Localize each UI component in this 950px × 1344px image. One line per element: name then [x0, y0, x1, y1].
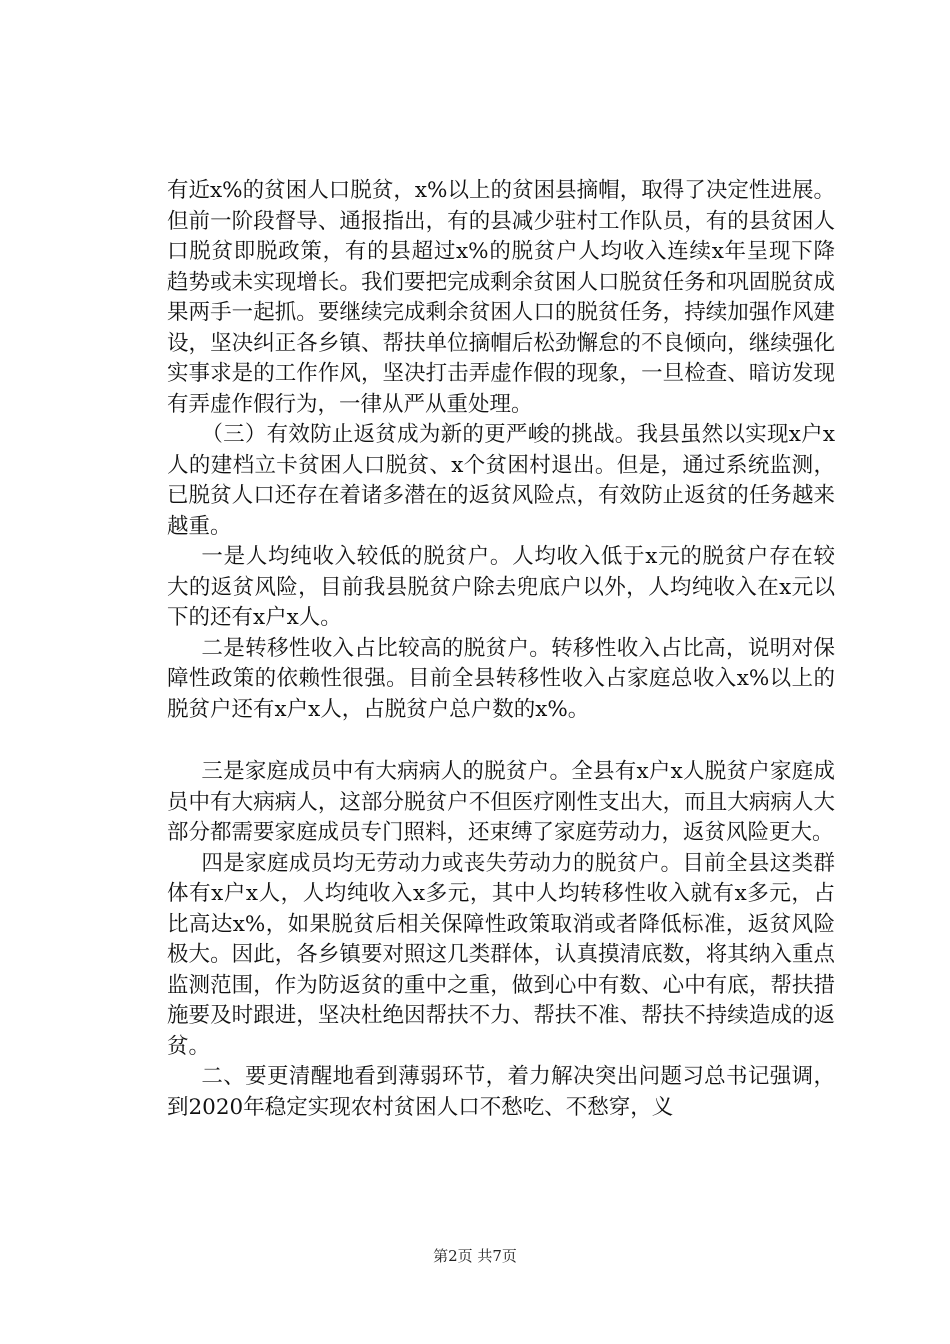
paragraph-2: （三）有效防止返贫成为新的更严峻的挑战。我县虽然以实现x户x人的建档立卡贫困人口脱贫、x个贫困村退出。但是，通过系统监测，已脱贫人口还存在着诸多潜在的返贫风险点，有效防止返贫的任务越来越重。 — [167, 422, 835, 539]
paragraph-7: 二、要更清醒地看到薄弱环节，着力解决突出问题习总书记强调，到2020年稳定实现农村贫困人口不愁吃、不愁穿，义 — [167, 1064, 835, 1120]
paragraph-3: 一是人均纯收入较低的脱贫户。人均收入低于x元的脱贫户存在较大的返贫风险，目前我县脱贫户除去兜底户以外，人均纯收入在x元以下的还有x户x人。 — [167, 544, 835, 630]
document-body — [167, 176, 835, 1123]
paragraph-6: 四是家庭成员均无劳动力或丧失劳动力的脱贫户。目前全县这类群体有x户x人，人均纯收入x多元，其中人均转移性收入就有x多元，占比高达x%，如果脱贫后相关保障性政策取消或者降低标准，返贫风险极大。因此，各乡镇要对照这几类群体，认真摸清底数，将其纳入重点监测范围，作为防返贫的重中之重，做到心中有数、心中有底，帮扶措施要及时跟进，坚决杜绝因帮扶不力、帮扶不准、帮扶不持续造成的返贫。 — [167, 850, 835, 1059]
paragraph-1: 有近x%的贫困人口脱贫，x%以上的贫困县摘帽，取得了决定性进展。但前一阶段督导、通报指出，有的县减少驻村工作队员，有的县贫困人口脱贫即脱政策，有的县超过x%的脱贫户人均收入连续x年呈现下降趋势或未实现增长。我们要把完成剩余贫困人口脱贫任务和巩固脱贫成果两手一起抓。要继续完成剩余贫困人口的脱贫任务，持续加强作风建设，坚决纠正各乡镇、帮扶单位摘帽后松劲懈怠的不良倾向，继续强化实事求是的工作作风，坚决打击弄虚作假的现象，一旦检查、暗访发现有弄虚作假行为，一律从严从重处理。 — [167, 178, 835, 417]
page-footer: 第2页 共7页 — [433, 1247, 517, 1265]
paragraph-4: 二是转移性收入占比较高的脱贫户。转移性收入占比高，说明对保障性政策的依赖性很强。目前全县转移性收入占家庭总收入x%以上的脱贫户还有x户x人，占脱贫户总户数的x%。 — [167, 635, 835, 722]
paragraph-5: 三是家庭成员中有大病病人的脱贫户。全县有x户x人脱贫户家庭成员中有大病病人，这部分脱贫户不但医疗刚性支出大，而且大病病人大部分都需要家庭成员专门照料，还束缚了家庭劳动力，返贫风险更大。 — [167, 759, 835, 845]
